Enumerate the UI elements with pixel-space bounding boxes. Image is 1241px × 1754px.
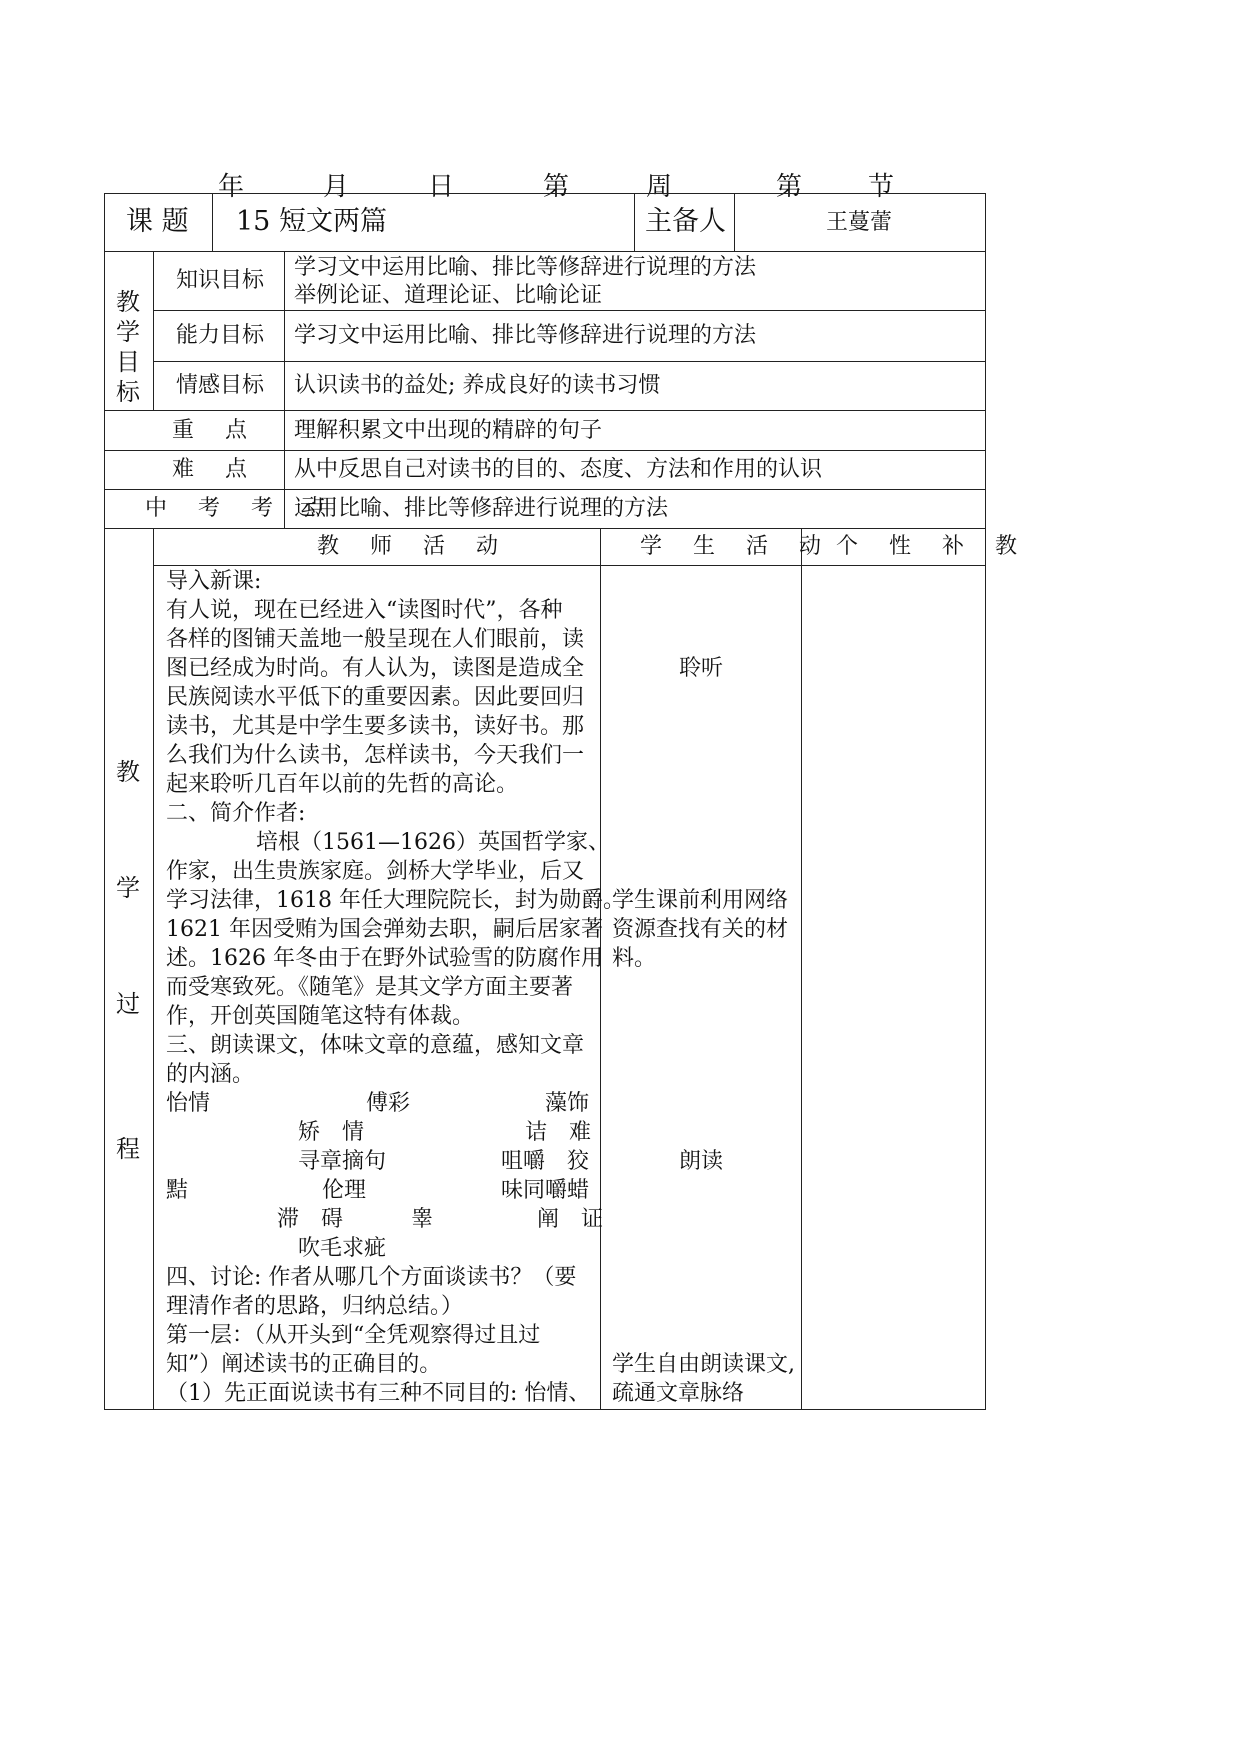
teacher-line: 起来聆听几百年以前的先哲的高论。 [166,772,519,797]
vocab-word: 咀嚼 狡 [501,1149,590,1174]
knowledge-goal-line1: 学习文中运用比喻、排比等修辞进行说理的方法 [294,255,757,280]
teacher-line: 么我们为什么读书，怎样读书，今天我们一 [166,743,585,768]
student-note: 料。 [612,946,657,971]
col-divider [284,251,285,528]
vocab-word: 吹毛求疵 [298,1236,387,1261]
col-divider [801,528,802,1410]
teacher-line: 作家，出生贵族家庭。剑桥大学毕业，后又 [166,859,585,884]
preparer-label: 主备人 [645,206,726,237]
row-divider [153,361,986,362]
col-header-student: 学 生 活 动 [640,534,833,559]
knowledge-goal-label: 知识目标 [176,268,265,293]
vocab-word: 阐 证 [537,1207,604,1232]
teacher-line: 1621 年因受贿为国会弹劾去职，嗣后居家著 [166,917,603,942]
row-divider [104,410,986,411]
emotion-goal-label: 情感目标 [176,373,265,398]
date-day: 日 [428,172,455,202]
row-divider [104,450,986,451]
date-year: 年 [218,172,245,202]
row-divider [104,251,986,252]
ability-goal-label: 能力目标 [176,323,265,348]
vocab-word: 诘 难 [525,1120,592,1145]
student-note: 学生自由朗读课文, [612,1352,795,1377]
row-divider [104,489,986,490]
col-divider [734,193,735,251]
student-note: 朗读 [679,1149,724,1174]
teacher-line: 有人说，现在已经进入“读图时代”，各种 [166,598,563,623]
teacher-line: 理清作者的思路，归纳总结。） [166,1294,464,1319]
teacher-line: 四、讨论: 作者从哪几个方面谈读书？（要 [166,1265,577,1290]
col-divider [212,193,213,251]
preparer-value: 王蔓蕾 [826,210,893,235]
vocab-word: 睾 [411,1207,434,1232]
col-header-personal: 个 性 补 教 [836,534,1029,559]
row-divider [153,565,986,566]
teacher-line: 民族阅读水平低下的重要因素。因此要回归 [166,685,585,710]
teacher-line: 作，开创英国随笔这特有体裁。 [166,1004,475,1029]
student-note: 疏通文章脉络 [612,1381,745,1406]
key-point-label: 重 点 [172,418,259,443]
vocab-word: 伦理 [322,1178,367,1203]
date-period: 节 [868,172,895,202]
student-note: 聆听 [679,656,724,681]
vocab-word: 滞 碍 [277,1207,344,1232]
student-note: 资源查找有关的材 [612,917,789,942]
teacher-line: 述。1626 年冬由于在野外试验雪的防腐作用 [166,946,603,971]
teacher-line: 三、朗读课文，体味文章的意蕴，感知文章 [166,1033,585,1058]
teacher-line: 二、简介作者: [166,801,306,826]
teacher-line: 第一层：（从开头到“全凭观察得过且过 [166,1323,541,1348]
teacher-line: 而受寒致死。《随笔》是其文学方面主要著 [166,975,574,1000]
teacher-line: 培根（1561—1626）英国哲学家、 [256,830,610,855]
emotion-goal-value: 认识读书的益处; 养成良好的读书习惯 [294,373,661,398]
teacher-line: 各样的图铺天盖地一般呈现在人们眼前，读 [166,627,585,652]
teacher-line: 的内涵。 [166,1062,255,1087]
date-week-prefix: 第 [543,172,570,202]
ability-goal-value: 学习文中运用比喻、排比等修辞进行说理的方法 [294,323,757,348]
vocab-word: 寻章摘句 [298,1149,387,1174]
teacher-line: 学习法律，1618 年任大理院院长，封为勋爵。 [166,888,625,913]
vocab-word: 味同嚼蜡 [501,1178,590,1203]
vocab-word: 傅彩 [366,1091,411,1116]
knowledge-goal-line2: 举例论证、道理论证、比喻论证 [294,283,603,308]
topic-label: 课 题 [126,206,189,237]
vocab-word: 怡情 [166,1091,211,1116]
difficulty-label: 难 点 [172,457,259,482]
topic-value: 15 短文两篇 [236,206,387,237]
student-note: 学生课前利用网络 [612,888,789,913]
col-divider [153,251,154,410]
col-header-teacher: 教 师 活 动 [317,534,510,559]
vocab-word: 藻饰 [545,1091,590,1116]
key-point-value: 理解积累文中出现的精辟的句子 [294,418,603,443]
teacher-line: 读书，尤其是中学生要多读书，读好书。那 [166,714,585,739]
col-divider [634,193,635,251]
teacher-line: 导入新课: [166,569,262,594]
teacher-line: （1）先正面说读书有三种不同目的: 怡情、 [166,1381,591,1406]
exam-point-label: 中 考 考 点 [145,496,338,521]
date-week: 周 [646,172,673,202]
vocab-word: 矫 情 [298,1120,365,1145]
teacher-line: 知”）阐述读书的正确目的。 [166,1352,442,1377]
teacher-line: 图已经成为时尚。有人认为，读图是造成全 [166,656,585,681]
date-period-prefix: 第 [776,172,803,202]
difficulty-value: 从中反思自己对读书的目的、态度、方法和作用的认识 [294,457,823,482]
exam-point-value: 运用比喻、排比等修辞进行说理的方法 [294,496,669,521]
date-month: 月 [323,172,350,202]
col-divider [153,528,154,1410]
vocab-word: 黠 [166,1178,189,1203]
row-divider [104,528,986,529]
